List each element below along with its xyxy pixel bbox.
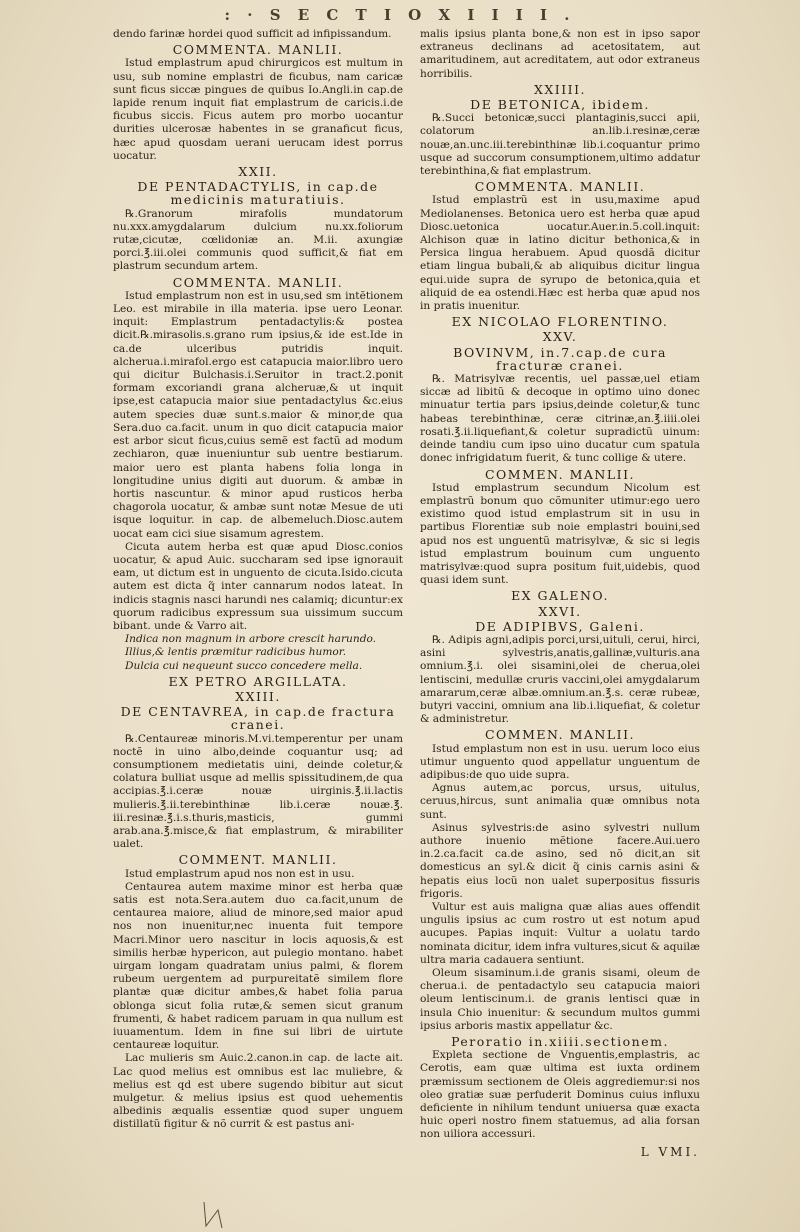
section-number: XXIII. xyxy=(235,688,281,704)
section-heading: Peroratio in.xiiii.sectionem. xyxy=(451,1034,669,1050)
section-heading: EX PETRO ARGILLATA. xyxy=(168,673,348,689)
section-number: XXIIII. xyxy=(533,81,587,97)
paragraph: Cicuta autem herba est quæ apud Diosc.conios uocatur, & apud Auic. succharam sed ipse ignorauit eam, ut dictum est in unguento de cicuta.Isido.cicuta autem est dicta q̃ inter cannarum nodos lateat. In indicis stagnis nasci harundi nes calamiq; dicuntur:ex quorum radicibus expressum sua uissimum succum bibant. unde & Varro ait. xyxy=(113,540,403,632)
recipe-paragraph: ℞.Succi betonicæ,succi plantaginis,succi apii, colatorum an.lib.i.resinæ,ceræ nouæ,an.unc.iii.terebinthinæ lib.i.coquantur primo usque ad succorum consumptionem,ultimo addatur terebinthina,& fiat emplastrum. xyxy=(420,112,700,178)
paragraph: Expleta sectione de Vnguentis,emplastris, ac Cerotis, eam quæ ultima est iuxta ordinem præmissum sectionem de Oleis aggrediemur:si nos oleo gratiæ suæ perfuderit Dominus cuius influxu deficiente in nihilum tendunt uniuersa quæ exacta huic operi nostro finem statuemus, ad alia forsan non uiliora accessuri. xyxy=(420,1049,700,1141)
right-column xyxy=(420,28,700,1159)
left-column xyxy=(113,28,403,1132)
paragraph: Asinus sylvestris:de asino sylvestri nullum authore inuenio mẽtione facere.Aui.uero in.2.ca.facit ca.de asino, sed nõ dicit,an sit domesticus an syl.& dicit q̃ cinis carnis asini & hepatis eius locũ non ualet superpositus fissuris frigoris. xyxy=(420,821,700,900)
paragraph: Agnus autem,ac porcus, ursus, uitulus, ceruus,hircus, sunt animalia quæ omnibus nota sunt. xyxy=(420,782,700,821)
recipe-paragraph: ℞. Matrisylvæ recentis, uel passæ,uel etiam siccæ ad libitũ & decoque in optimo uino donec minuatur tertia pars ipsius,deinde coletur,& tunc habeas terebinthinæ, ceræ citrinæ,an.℥.iiii.olei rosati.℥.ii.liquefiant,& coletur supradictũ uinum: deinde tandiu cum ipso uino ducatur cum spatula donec infrigidatum fuerit, & tunc collige & utere. xyxy=(420,373,700,465)
catchword: L VMI. xyxy=(640,1144,700,1159)
section-heading: COMMENTA. MANLII. xyxy=(474,179,646,195)
paragraph: Istud emplastrum apud nos non est in usu. xyxy=(125,867,355,880)
recipe-paragraph: ℞.Granorum mirafolis mundatorum nu.xxx.amygdalarum dulcium nu.xx.foliorum rutæ,cicutæ, cœlidoniæ an. M.ii. axungiæ porci.℥.iii.olei communis quod sufficit,& fiat em plastrum secundum artem. xyxy=(113,207,403,273)
verse-line: Illius,& lentis præmitur radicibus humor. xyxy=(125,646,347,659)
section-heading: COMMEN. MANLII. xyxy=(484,466,636,482)
verse-line: Indica non magnum in arbore crescit harundo. xyxy=(125,633,377,646)
paragraph: Istud emplastum non est in usu. uerum loco eius utimur unguento quod appellatur unguentum de adipibus:de quo uide supra. xyxy=(420,742,700,781)
recipe-paragraph: ℞.Centaureæ minoris.M.vi.temperentur per unam noctẽ in uino albo,deinde coquantur usq; ad consumptionem medietatis uini, deinde coletur,& colatura bulliat usque ad mellis spissitudinem,de qua accipias.℥.i.ceræ nouæ uirginis.℥.ii.lactis mulieris.℥.ii.terebinthinæ lib.i.ceræ nouæ.℥. iii.resinæ.℥.i.s.thuris,masticis, gummi arab.ana.℥.misce,& fiat emplastrum, & mirabiliter ualet. xyxy=(113,732,403,851)
section-number: XXVI. xyxy=(538,603,582,619)
section-heading: COMMENTA. MANLII. xyxy=(172,42,344,58)
section-heading: DE PENTADACTYLIS, in cap.de medicinis maturatiuis. xyxy=(137,179,379,208)
section-heading: DE ADIPIBVS, Galeni. xyxy=(475,618,645,634)
paragraph: Istud emplastrum apud chirurgicos est multum in usu, sub nomine emplastri de ficubus, nam caricæ sunt ficus siccæ pingues de quibus Io.Angli.in cap.de lapide renum inquit fiat emplastrum de caricis.i.de ficubus siccis. Ficus autem pro morbo uocantur durities ulcerosæ habentes in se granaficut ficus, hæc apud quosdam uerani uerucam idest porrus uocatur. xyxy=(113,57,403,162)
section-heading: DE CENTAVREA, in cap.de fractura cranei. xyxy=(120,704,396,733)
paragraph: Oleum sisaminum.i.de granis sisami, oleum de cherua.i. de pentadactylo seu catapucia maiori oleum lentiscinum.i. de granis lentisci quæ in insula Chio inuenitur: & secundum multos gummi ipsius arboris mastix appellatur &c. xyxy=(420,967,700,1032)
recipe-paragraph: ℞. Adipis agni,adipis porci,ursi,uituli, cerui, hirci, asini sylvestris,anatis,gallinæ,vulturis.ana omnium.℥.i. olei sisamini,olei de cherua,olei lentiscini, medullæ cruris vaccini,olei amygdalarum amararum,ceræ albæ.omnium.an.℥.s. ceræ rubeæ, butyri vaccini, omnium ana lib.i.liquefiat, & coletur & administretur. xyxy=(420,633,700,726)
paragraph: Centaurea autem maxime minor est herba quæ satis est nota.Sera.autem duo ca.facit,unum de centaurea maiore, aliud de minore,sed maior apud nos non inuenitur,nec inuenta fuit tempore Macri.Minor uero nascitur in locis aquosis,& est similis herbæ hypericon, aut pulegio montano. habet uirgam longam quadratam unius palmi, & florem rubeum uergentem ad purpureitatẽ similem flore plantæ quæ dicitur ambes,& habet folia parua oblonga sicut folia rutæ,& semen sicut granum frumenti, & habet radicem paruam in qua nullum est iuuamentum. Idem in fine sui libri de uirtute centaureæ loquitur. xyxy=(113,880,403,1052)
section-heading: COMMENTA. MANLII. xyxy=(172,274,344,290)
verse-line: Dulcia cui nequeunt succo concedere mella. xyxy=(125,659,363,672)
section-heading: COMMENT. MANLII. xyxy=(178,852,338,868)
paragraph: malis ipsius planta bone,& non est in ipso sapor extraneus declinans ad acetositatem, aut amaritudinem, aut acreditatem, aut odor extraneus horribilis. xyxy=(420,28,700,80)
ink-mark-icon xyxy=(200,1200,230,1230)
section-number: XXV. xyxy=(542,329,578,345)
paragraph: Istud emplastrum non est in usu,sed sm intẽtionem Leo. est mirabile in illa materia. ipse uero Leonar. inquit: Emplastrum pentadactylis:& postea dicit.℞.mirasolis.s.grano rum ipsius,& ide est.Ide in ca.de ulceribus putridis inquit. alcherua.i.mirafol.ergo est catapucia maior.libro uero qui dicitur Bulchasis.i.Seruitor in tract.2.ponit formam excoriandi grana alcheruæ,& ut inquit ipse,est catapucia maior siue pentadactylus &c.eius autem species duæ sunt.s.maior & minor,de qua Sera.duo ca.facit. unum in quo dicit catapucia maior est arbor sicut ficus,cuius semẽ est factũ ad modum zechiaron, quæ inueniuntur sub uentre bestiarum. maior uero est planta habens folia longa in longitudine unius digiti aut duorum. & ambæ in hortis nascuntur. & minor apud rusticos herba chagorola uocatur, & ambæ sunt notæ Mesue de uti isque loquitur. in cap. de albemeluch.Diosc.autem uocat eam cici siue sisamum agrestem. xyxy=(113,289,403,540)
paragraph: dendo farinæ hordei quod sufficit ad infipissandum. xyxy=(113,28,392,40)
section-heading: EX GALENO. xyxy=(511,588,609,604)
section-heading: EX NICOLAO FLORENTINO. xyxy=(451,314,669,330)
paragraph: Istud emplastrũ est in usu,maxime apud Mediolanenses. Betonica uero est herba quæ apud Diosc.uetonica uocatur.Auer.in.5.coll.inquit: Alchison quæ in latino dicitur bethonica,& in Persica lingua herabuem. Apud quosdã dicitur etiam lingua bubali,& ab aliquibus dicitur lingua equi.uide supra de syrupo de betonica,quia et aliquid de ea ostendi.Hæc est herba quæ apud nos in pratis inuenitur. xyxy=(420,194,700,313)
paragraph: Lac mulieris sm Auic.2.canon.in cap. de lacte ait. Lac quod melius est omnibus est lac muliebre, & melius est qd est ubere sugendo bibitur aut sicut mulgetur. & melius ipsius est quod uehementis albedinis æqualis essentiæ quod super unguem distillatũ figitur & nõ currit & est pastus ani- xyxy=(113,1052,403,1131)
section-heading: BOVINVM, in.7.cap.de cura fracturæ cranei. xyxy=(453,344,667,373)
section-heading: DE BETONICA, ibidem. xyxy=(470,97,650,113)
section-heading: COMMEN. MANLII. xyxy=(484,727,636,743)
section-number: XXII. xyxy=(238,164,278,180)
running-header: : · S E C T I O X I I I I . xyxy=(224,6,576,24)
paragraph: Istud emplastrum secundum Nicolum est emplastrũ bonum quo cõmuniter utimur:ego uero existimo quod istud emplastrum sit in usu in partibus Florentiæ sub noie emplastri bouini,sed apud nos est unguentũ matrisylvæ, & sic si legis istud emplastrum bouinum cum unguento matrisylvæ:quod supra positum fuit,uidebis, quod quasi idem sunt. xyxy=(420,481,700,587)
paragraph: Vultur est auis maligna quæ alias aues offendit ungulis ipsius ac cum rostro ut est notum apud aucupes. Papias inquit: Vultur a uolatu tardo nominata dicitur, idem infra vultures,sicut & aquilæ ultra maria cadauera sentiunt. xyxy=(420,901,700,966)
